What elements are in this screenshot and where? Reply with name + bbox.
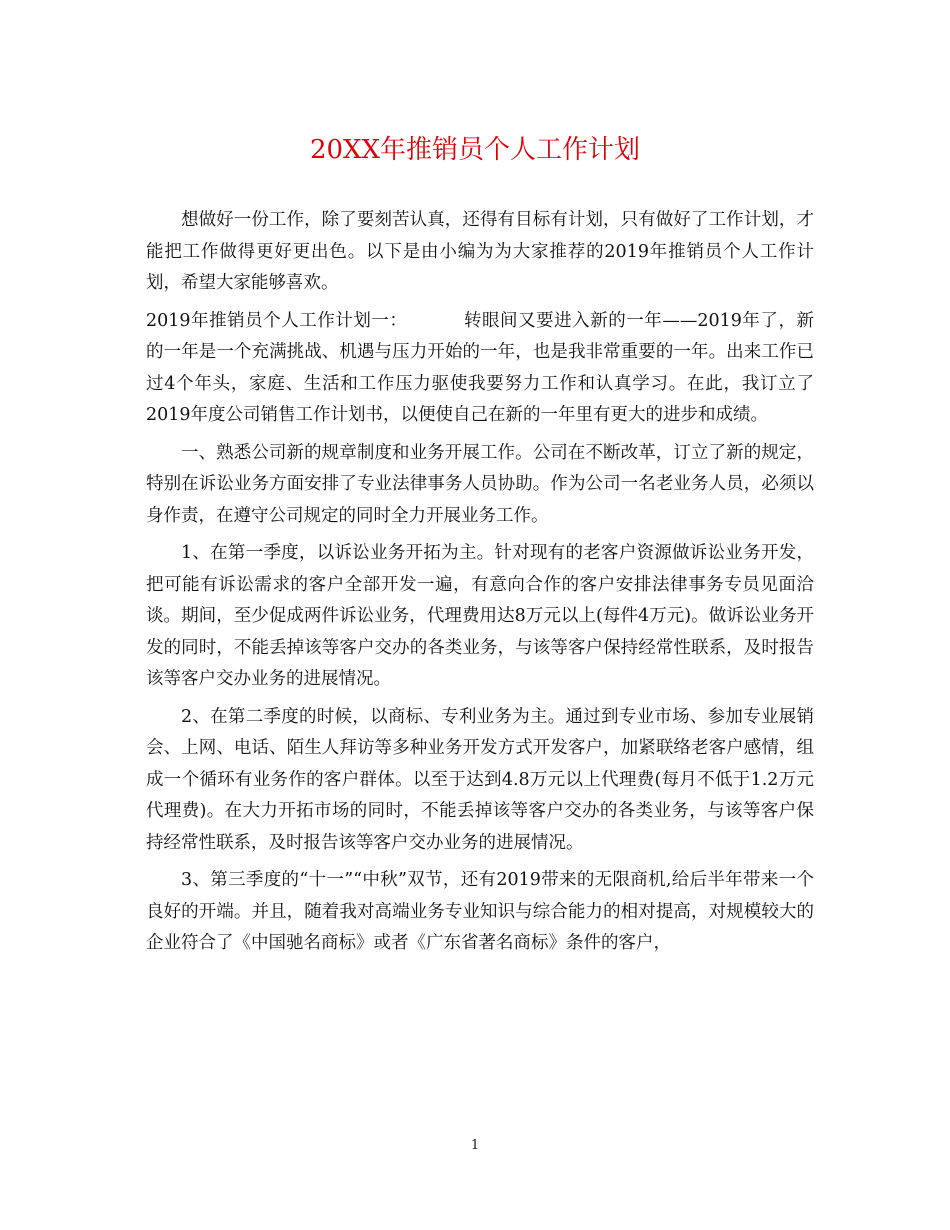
document-body [146,205,814,966]
plan-one-paragraph [146,306,814,432]
intro-paragraph: 想做好一份工作，除了要刻苦认真，还得有目标有计划，只有做好了工作计划，才能把工作做得更好更出色。以下是由小编为为大家推荐的2019年推销员个人工作计划，希望大家能够喜欢。 [146,210,814,293]
section-one-paragraph: 一、熟悉公司新的规章制度和业务开展工作。公司在不断改革，订立了新的规定，特别在诉讼业务方面安排了专业法律事务人员协助。作为公司一名老业务人员，必须以身作责，在遵守公司规定的同时全力开展业务工作。 [146,442,814,526]
quarter-two-paragraph: 2、在第二季度的时候，以商标、专利业务为主。通过到专业市场、参加专业展销会、上网、电话、陌生人拜访等多种业务开发方式开发客户，加紧联络老客户感情，组成一个循环有业务作的客户群体。以至于达到4.8万元以上代理费(每月不低于1.2万元代理费)。在大力开拓市场的同时，不能丢掉该等客户交办的各类业务，与该等客户保持经常性联系，及时报告该等客户交办业务的进展情况。 [146,706,814,853]
plan-one-text: 转眼间又要进入新的一年——2019年了，新的一年是一个充满挑战、机遇与压力开始的一年，也是我非常重要的一年。出来工作已过4个年头，家庭、生活和工作压力驱使我要努力工作和认真学习。在此，我订立了2019年度公司销售工作计划书，以便使自己在新的一年里有更大的进步和成绩。 [146,310,814,425]
quarter-one-paragraph: 1、在第一季度，以诉讼业务开拓为主。针对现有的老客户资源做诉讼业务开发，把可能有诉讼需求的客户全部开发一遍，有意向合作的客户安排法律事务专员见面洽谈。期间，至少促成两件诉讼业务，代理费用达8万元以上(每件4万元)。做诉讼业务开发的同时，不能丢掉该等客户交办的各类业务，与该等客户保持经常性联系，及时报告该等客户交办业务的进展情况。 [146,543,814,689]
quarter-three-paragraph: 3、第三季度的“十一”“中秋”双节，还有2019带来的无限商机,给后半年带来一个良好的开端。并且，随着我对高端业务专业知识与综合能力的相对提高，对规模较大的企业符合了《中国驰名商标》或者《广东省著名商标》条件的客户， [146,870,814,953]
page-number: 1 [470,1138,480,1153]
document-title: 20XX年推销员个人工作计划 [309,135,641,165]
plan-one-heading: 2019年推销员个人工作计划一： [146,310,408,331]
